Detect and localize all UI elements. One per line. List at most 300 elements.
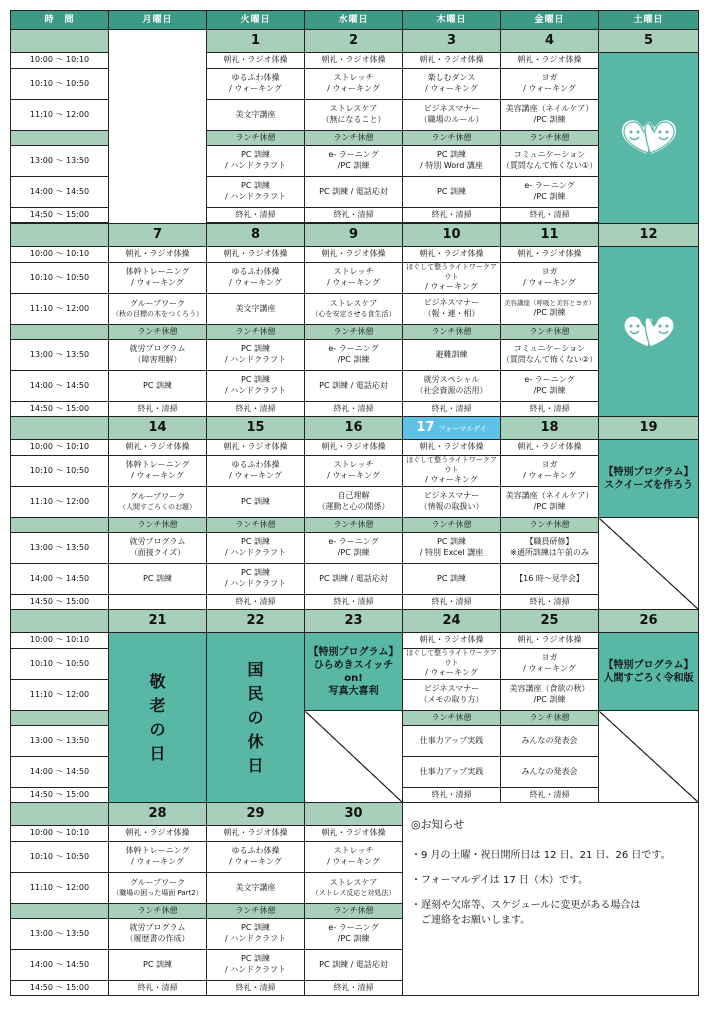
schedule-cell [207,146,305,177]
time-slot: 10:10 ～ 10:50 [11,69,109,100]
week3-saturday-closed [599,518,699,610]
cell-line: ゆるふわ体操 [231,460,280,470]
time-slot: 14:50 ～ 15:00 [11,788,109,803]
cell-line: /PC 訓練 [533,386,566,395]
schedule-cell: 朝礼・ラジオ体操 [501,53,599,69]
schedule-cell: 終礼・清掃 [501,208,599,223]
schedule-cell: 終礼・清掃 [501,595,599,610]
cell-line: ビジネスマナー [423,491,480,501]
cell-line: / ウォーキング [131,471,184,480]
cell-line: /PC 訓練 [337,161,370,170]
cell-line: / ウォーキング [425,282,478,292]
date-26: 26 [599,610,699,633]
schedule-cell: PC 訓練 [109,371,207,402]
cell-line: / 特別 Excel 講座 [419,548,484,557]
schedule-cell [501,456,599,487]
notice-text: ご連絡をお願いします。 [421,914,531,926]
schedule-cell [403,69,501,100]
cell-line: e- ラーニング [524,375,575,385]
schedule-cell: 終礼・清掃 [305,981,403,996]
schedule-cell: PC 訓練 / 電話応対 [305,371,403,402]
cell-line: （運動と心の関係） [317,502,390,511]
cell-line: ストレスケア [329,104,378,114]
schedule-cell [501,146,599,177]
cell-line: ヨガ [541,653,558,663]
header-row [11,11,699,30]
schedule-cell: 終礼・清掃 [207,595,305,610]
schedule-cell-empty [109,595,207,610]
schedule-cell [403,533,501,564]
schedule-cell: PC 訓練 / 電話応対 [305,950,403,981]
schedule-cell [305,69,403,100]
lunch-break: ランチ休憩 [207,518,305,533]
notice-text: 9 月の土曜・祝日開所日は 12 日、21 日、26 日です。 [421,849,671,861]
cell-line: / ハンドクラフト [224,161,287,170]
cell-line: / ウォーキング [131,278,184,287]
cell-line: e- ラーニング [328,923,379,933]
cell-line: グループワーク [129,877,186,887]
schedule-cell [207,340,305,371]
time-slot: 13:00 ～ 13:50 [11,146,109,177]
schedule-cell: 終礼・清掃 [403,788,501,803]
date-14: 14 [109,417,207,440]
date-row-spacer [11,30,109,53]
schedule-cell [501,649,599,680]
schedule-cell: 朝礼・ラジオ体操 [305,247,403,263]
time-slot: 10:10 ～ 10:50 [11,456,109,487]
cell-line: e- ラーニング [328,150,379,160]
cell-line: 体幹トレーニング [125,267,190,277]
cell-line: ほぐして整うライトワークアウト [406,456,497,474]
schedule-cell [207,842,305,873]
cell-line: / ウォーキング [327,84,380,93]
formal-day-label: フォーマルデイ [438,425,487,434]
cell-line: コミュニケーション [513,344,586,354]
time-slot: 10:00 ～ 10:10 [11,633,109,649]
time-slot: 10:00 ～ 10:10 [11,826,109,842]
lunch-break: ランチ休憩 [501,711,599,726]
schedule-cell: 朝礼・ラジオ体操 [501,440,599,456]
cell-line: 就労プログラム [129,923,186,933]
cell-line: /PC 訓練 [533,115,566,124]
cell-line: ほぐして整うライトワークアウト [406,649,497,667]
date-16: 16 [305,417,403,440]
week4-date-row [11,610,699,633]
schedule-cell [207,177,305,208]
time-slot: 14:50 ～ 15:00 [11,595,109,610]
schedule-cell: 美文字講座 [207,294,305,325]
date-19: 19 [599,417,699,440]
cell-line: 美容講座（食欲の秋） [509,684,590,694]
schedule-cell: 終礼・清掃 [109,402,207,417]
schedule-cell [109,487,207,518]
time-slot: 11:10 ～ 12:00 [11,487,109,518]
special-program-name: ひらめきスイッチ on! [313,659,394,684]
cell-line: e- ラーニング [524,181,575,191]
schedule-cell [403,456,501,487]
schedule-cell [403,680,501,711]
cell-line: （メモの取り方） [419,695,484,704]
schedule-cell [305,919,403,950]
schedule-cell [109,873,207,904]
time-slot: 14:00 ～ 14:50 [11,950,109,981]
time-slot: 10:00 ～ 10:10 [11,53,109,69]
cell-line: PC 訓練 [241,923,270,933]
schedule-cell: 朝礼・ラジオ体操 [207,826,305,842]
cell-line: PC 訓練 [241,568,270,578]
week4-saturday-special [599,633,699,711]
cell-line: ヨガ [541,460,558,470]
date-8: 8 [207,224,305,247]
week4-wednesday-closed [305,711,403,803]
cell-line: /PC 訓練 [337,355,370,364]
week2-date-row [11,224,699,247]
cell-line: / ウォーキング [327,278,380,287]
cell-line: 美容講座（呼吸と美容とヨガ） [503,299,596,308]
cell-line: （面接クイズ） [129,548,186,557]
time-slot: 14:50 ～ 15:00 [11,208,109,223]
cell-line: 楽しむダンス [427,73,476,83]
schedule-cell: 朝礼・ラジオ体操 [403,53,501,69]
special-program-title: 【特別プログラム】 [603,659,694,671]
schedule-cell: 朝礼・ラジオ体操 [207,440,305,456]
time-slot: 11:10 ～ 12:00 [11,873,109,904]
schedule-cell [305,294,403,325]
cell-line: /PC 訓練 [337,548,370,557]
schedule-cell [403,294,501,325]
schedule-cell [305,340,403,371]
cell-line: / ウォーキング [229,471,282,480]
schedule-cell: 終礼・清掃 [207,402,305,417]
cell-line: / ハンドクラフト [224,386,287,395]
cell-line: / ウォーキング [425,668,478,678]
schedule-calendar [10,10,698,1013]
date-row-spacer [11,224,109,247]
schedule-cell: 終礼・清掃 [403,402,501,417]
notice-item [411,873,690,888]
notice-box [403,803,699,996]
cell-line: e- ラーニング [328,344,379,354]
header-wednesday: 水曜日 [305,11,403,30]
schedule-cell [207,371,305,402]
schedule-cell [403,371,501,402]
cell-line: /PC 訓練 [533,192,566,201]
lunch-break: ランチ休憩 [501,131,599,146]
schedule-cell [501,371,599,402]
schedule-cell [501,533,599,564]
header-friday: 金曜日 [501,11,599,30]
cell-line: ゆるふわ体操 [231,846,280,856]
lunch-break: ランチ休憩 [305,518,403,533]
schedule-cell: PC 訓練 [109,950,207,981]
schedule-cell: PC 訓練 [403,177,501,208]
lunch-break: ランチ休憩 [403,711,501,726]
cell-line: ビジネスマナー [423,684,480,694]
schedule-cell [305,873,403,904]
cell-line: 体幹トレーニング [125,846,190,856]
schedule-cell [403,263,501,294]
schedule-cell [207,456,305,487]
cell-line: e- ラーニング [328,537,379,547]
cell-line: / ウォーキング [523,278,576,287]
date-23: 23 [305,610,403,633]
time-slot: 10:00 ～ 10:10 [11,247,109,263]
lunch-break: ランチ休憩 [109,904,207,919]
cell-line: （心を安定させる食生活） [311,309,396,318]
schedule-cell [501,294,599,325]
header-monday: 月曜日 [109,11,207,30]
cell-line: / ウォーキング [131,857,184,866]
cell-line: ビジネスマナー [423,298,480,308]
week4-wednesday-special [305,633,403,711]
notice-title: ◎お知らせ [411,818,465,831]
cell-line: ストレスケア [329,877,378,887]
date-4: 4 [501,30,599,53]
cell-line: PC 訓練 [437,537,466,547]
cell-line: ヨガ [541,267,558,277]
date-30: 30 [305,803,403,826]
cell-line: / ウォーキング [425,475,478,485]
cell-line: ビジネスマナー [423,104,480,114]
schedule-cell: 終礼・清掃 [207,981,305,996]
schedule-cell: 朝礼・ラジオ体操 [403,633,501,649]
cell-line: ゆるふわ体操 [231,267,280,277]
time-slot: 13:00 ～ 13:50 [11,919,109,950]
time-slot: 14:00 ～ 14:50 [11,757,109,788]
cell-line: / ハンドクラフト [224,579,287,588]
cell-line: / ウォーキング [523,471,576,480]
cell-line: 【職員研修】 [525,537,574,547]
schedule-cell: 美文字講座 [207,100,305,131]
schedule-cell [109,842,207,873]
time-slot: 14:00 ～ 14:50 [11,371,109,402]
schedule-cell: 朝礼・ラジオ体操 [501,633,599,649]
schedule-cell: 美文字講座 [207,873,305,904]
date-21: 21 [109,610,207,633]
time-slot: 10:10 ～ 10:50 [11,649,109,680]
cell-line: ストレスケア [329,298,378,308]
lunch-break: ランチ休憩 [501,325,599,340]
cell-line: / ウォーキング [229,857,282,866]
cell-line: / ウォーキング [523,84,576,93]
cell-line: ストレッチ [333,460,374,470]
date-15: 15 [207,417,305,440]
schedule-cell: PC 訓練 [207,487,305,518]
date-18: 18 [501,417,599,440]
cell-line: コミュニケーション [513,150,586,160]
cell-line: / ウォーキング [523,664,576,673]
date-11: 11 [501,224,599,247]
schedule-cell [109,263,207,294]
cell-line: （ストレス反応と対処法） [311,888,396,897]
date-22: 22 [207,610,305,633]
date-24: 24 [403,610,501,633]
schedule-cell: 仕事力アップ実践 [403,757,501,788]
schedule-cell [403,487,501,518]
week1-saturday-cell [599,53,699,224]
special-program-title: 【特別プログラム】 [308,646,399,658]
bullet-icon: ・ [411,849,421,861]
cell-line: （質問なんて怖くない②） [501,355,598,364]
cell-line: / ウォーキング [229,84,282,93]
time-slot: 14:50 ～ 15:00 [11,981,109,996]
schedule-cell: 【16 時～見学会】 [501,564,599,595]
date-12: 12 [599,224,699,247]
cell-line: （社会資源の活用） [415,386,488,395]
schedule-cell [305,533,403,564]
lunch-break: ランチ休憩 [305,325,403,340]
schedule-cell: 朝礼・ラジオ体操 [109,247,207,263]
schedule-cell: 終礼・清掃 [305,402,403,417]
time-slot: 11:10 ～ 12:00 [11,100,109,131]
special-program-name: 写真大喜利 [328,685,379,697]
lunch-time-spacer [11,711,109,726]
cell-line: （障害理解） [133,355,182,364]
cell-line: （質問なんて怖くない①） [501,161,598,170]
cell-line: /PC 訓練 [533,502,566,511]
cell-line: PC 訓練 [241,375,270,385]
week4-saturday-closed [599,711,699,803]
schedule-cell: PC 訓練 [403,564,501,595]
schedule-cell [305,263,403,294]
time-slot: 11:10 ～ 12:00 [11,680,109,711]
schedule-cell: 朝礼・ラジオ体操 [305,53,403,69]
schedule-cell: 終礼・清掃 [403,208,501,223]
week1-monday-empty [109,30,207,224]
week2-saturday-cell [599,247,699,417]
cell-line: （職場のルール） [419,115,484,124]
time-slot: 10:10 ～ 10:50 [11,263,109,294]
cell-line: （無になること） [321,115,386,124]
cell-line: ゆるふわ体操 [231,73,280,83]
date-5: 5 [599,30,699,53]
cell-line: / ウォーキング [425,84,478,93]
cell-line: 体幹トレーニング [125,460,190,470]
schedule-cell: PC 訓練 [109,564,207,595]
schedule-cell [109,340,207,371]
schedule-cell: 朝礼・ラジオ体操 [305,440,403,456]
cell-line: ヨガ [541,73,558,83]
schedule-cell: 仕事力アップ実践 [403,726,501,757]
cell-line: PC 訓練 [241,344,270,354]
lunch-break: ランチ休憩 [109,518,207,533]
lunch-time-spacer [11,325,109,340]
cell-line: PC 訓練 [241,537,270,547]
schedule-cell [305,100,403,131]
notice-text: 遅刻や欠席等、スケジュールに変更がある場合は [421,899,641,911]
holiday-kokumin-no-kyujitsu [207,633,305,803]
lunch-break: ランチ休憩 [305,131,403,146]
cell-line: /PC 訓練 [533,695,566,704]
cell-line: PC 訓練 [241,181,270,191]
schedule-cell [207,919,305,950]
header-time: 時 間 [11,11,109,30]
week1-date-row [11,30,699,53]
date-2: 2 [305,30,403,53]
lunch-break: ランチ休憩 [207,131,305,146]
cell-line: 就労プログラム [129,537,186,547]
schedule-cell: 朝礼・ラジオ体操 [207,247,305,263]
holiday-label: 国民の休日 [247,659,264,775]
lunch-break: ランチ休憩 [207,904,305,919]
cell-line: / ウォーキング [229,278,282,287]
schedule-cell [207,950,305,981]
schedule-cell [207,263,305,294]
schedule-cell: 終礼・清掃 [207,208,305,223]
cell-line: グループワーク [129,491,186,501]
schedule-cell [305,842,403,873]
lunch-break: ランチ休憩 [403,131,501,146]
time-slot: 11:10 ～ 12:00 [11,294,109,325]
time-slot: 13:00 ～ 13:50 [11,726,109,757]
cell-line: / ハンドクラフト [224,965,287,974]
cell-line: （履歴書の作成） [125,934,190,943]
cell-line: ※通所訓練は午前のみ [510,548,589,557]
schedule-cell: 終礼・清掃 [109,981,207,996]
schedule-cell: 朝礼・ラジオ体操 [403,247,501,263]
cell-line: / ウォーキング [327,471,380,480]
week5-date-row [11,803,699,826]
schedule-cell: 避難訓練 [403,340,501,371]
cell-line: 自己理解 [337,491,370,501]
week3-saturday-special [599,440,699,518]
schedule-table [10,10,699,996]
schedule-cell: 朝礼・ラジオ体操 [207,53,305,69]
schedule-cell [501,69,599,100]
cell-line: ストレッチ [333,267,374,277]
time-slot: 10:00 ～ 10:10 [11,440,109,456]
schedule-cell: みんなの発表会 [501,757,599,788]
lunch-break: ランチ休憩 [403,518,501,533]
notice-text: フォーマルデイは 17 日（木）です。 [421,874,589,886]
cell-line: 美容講座（ネイルケア） [505,491,594,501]
smiley-hearts-icon [617,116,681,160]
schedule-cell [403,649,501,680]
lunch-time-spacer [11,518,109,533]
schedule-cell [305,487,403,518]
time-slot: 14:50 ～ 15:00 [11,402,109,417]
bullet-icon: ・ [411,874,421,886]
time-slot: 14:00 ～ 14:50 [11,564,109,595]
schedule-cell [305,146,403,177]
cell-line: ストレッチ [333,73,374,83]
notice-item [411,898,690,928]
date-29: 29 [207,803,305,826]
holiday-keiro-no-hi [109,633,207,803]
schedule-cell [501,263,599,294]
lunch-break: ランチ休憩 [501,518,599,533]
cell-line: 就労スペシャル [423,375,480,385]
schedule-cell: 朝礼・ラジオ体操 [109,440,207,456]
date-row-spacer [11,417,109,440]
schedule-cell: 終礼・清掃 [501,788,599,803]
cell-line: / 特別 Word 講座 [420,161,483,170]
bullet-icon: ・ [411,899,421,911]
cell-line: PC 訓練 [241,954,270,964]
date-28: 28 [109,803,207,826]
schedule-cell: 終礼・清掃 [501,402,599,417]
notice-item [411,848,690,863]
holiday-label: 敬老の日 [149,671,166,763]
date-10: 10 [403,224,501,247]
cell-line: /PC 訓練 [337,934,370,943]
schedule-cell [109,294,207,325]
cell-line: 就労プログラム [129,344,186,354]
schedule-cell [501,100,599,131]
schedule-cell: 朝礼・ラジオ体操 [109,826,207,842]
cell-line: （職場の困った場面 Part2） [112,888,203,897]
schedule-cell: みんなの発表会 [501,726,599,757]
